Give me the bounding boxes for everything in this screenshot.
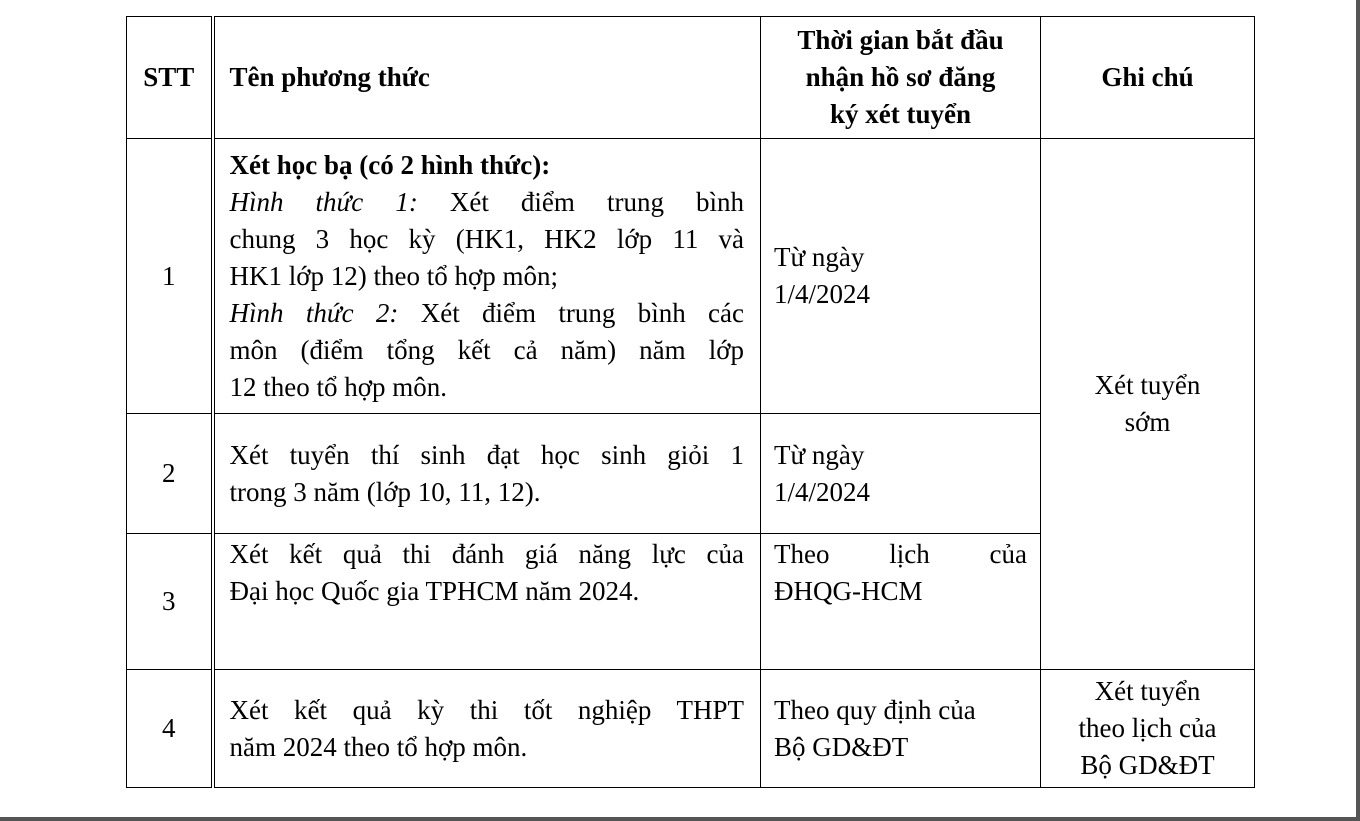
form2-text: Xét điểm trung bình các	[398, 297, 745, 328]
method-line	[230, 295, 745, 332]
row-method	[213, 414, 761, 534]
header-time	[761, 17, 1041, 139]
method-line: chung 3 học kỳ (HK1, HK2 lớp 11 và	[229, 223, 744, 254]
table-row	[127, 670, 1255, 788]
time-line: Bộ GD&ĐT	[774, 731, 909, 762]
merged-note	[1041, 139, 1255, 670]
time-line: Theo quy định của	[774, 694, 976, 725]
form1-label: Hình thức 1:	[229, 186, 418, 217]
time-line: 1/4/2024	[774, 476, 871, 507]
table-row	[127, 139, 1255, 414]
admission-methods-table	[126, 16, 1255, 788]
method-line: HK1 lớp 12) theo tổ hợp môn;	[229, 260, 559, 291]
form2-label: Hình thức 2:	[229, 297, 399, 328]
row-stt: 4	[127, 670, 213, 788]
time-line: Từ ngày	[774, 439, 865, 470]
method-line: 12 theo tổ hợp môn.	[229, 371, 448, 402]
table-header-row	[127, 17, 1255, 139]
row-stt: 2	[127, 414, 213, 534]
note-line: theo lịch của	[1078, 713, 1217, 743]
method-line: Đại học Quốc gia TPHCM năm 2024.	[229, 576, 640, 606]
header-time-line: nhận hồ sơ đăng	[805, 62, 996, 92]
row-note	[1041, 670, 1255, 788]
method-title: Xét học bạ (có 2 hình thức):	[229, 149, 551, 180]
form1-text: Xét điểm trung bình	[417, 186, 744, 217]
row-time	[761, 414, 1041, 534]
header-time-line: Thời gian bắt đầu	[797, 25, 1004, 55]
method-line: Xét kết quả thi đánh giá năng lực của	[229, 539, 744, 569]
method-line: trong 3 năm (lớp 10, 11, 12).	[229, 476, 541, 507]
row-time	[761, 139, 1041, 414]
row-method	[213, 534, 761, 670]
time-line: Theo lịch của	[774, 539, 1027, 569]
method-line: năm 2024 theo tổ hợp môn.	[229, 731, 528, 762]
note-line: Xét tuyển	[1094, 370, 1201, 400]
note-line: Bộ GD&ĐT	[1080, 750, 1215, 780]
method-line: Xét tuyển thí sinh đạt học sinh giỏi 1	[229, 439, 744, 470]
time-line: ĐHQG-HCM	[774, 576, 923, 606]
header-note: Ghi chú	[1041, 17, 1255, 139]
header-time-line: ký xét tuyển	[830, 99, 971, 129]
header-method: Tên phương thức	[213, 17, 761, 139]
time-line: Từ ngày	[774, 242, 865, 272]
row-method	[213, 670, 761, 788]
note-line: Xét tuyển	[1094, 676, 1201, 706]
header-stt: STT	[127, 17, 213, 139]
row-time	[761, 534, 1041, 670]
row-stt: 1	[127, 139, 213, 414]
row-time	[761, 670, 1041, 788]
row-method	[213, 139, 761, 414]
row-stt: 3	[127, 534, 213, 670]
note-line: sớm	[1124, 407, 1171, 437]
time-line: 1/4/2024	[774, 279, 871, 309]
method-line: Xét kết quả kỳ thi tốt nghiệp THPT	[229, 694, 744, 725]
method-line	[230, 184, 745, 221]
method-line: môn (điểm tổng kết cả năm) năm lớp	[229, 334, 744, 365]
